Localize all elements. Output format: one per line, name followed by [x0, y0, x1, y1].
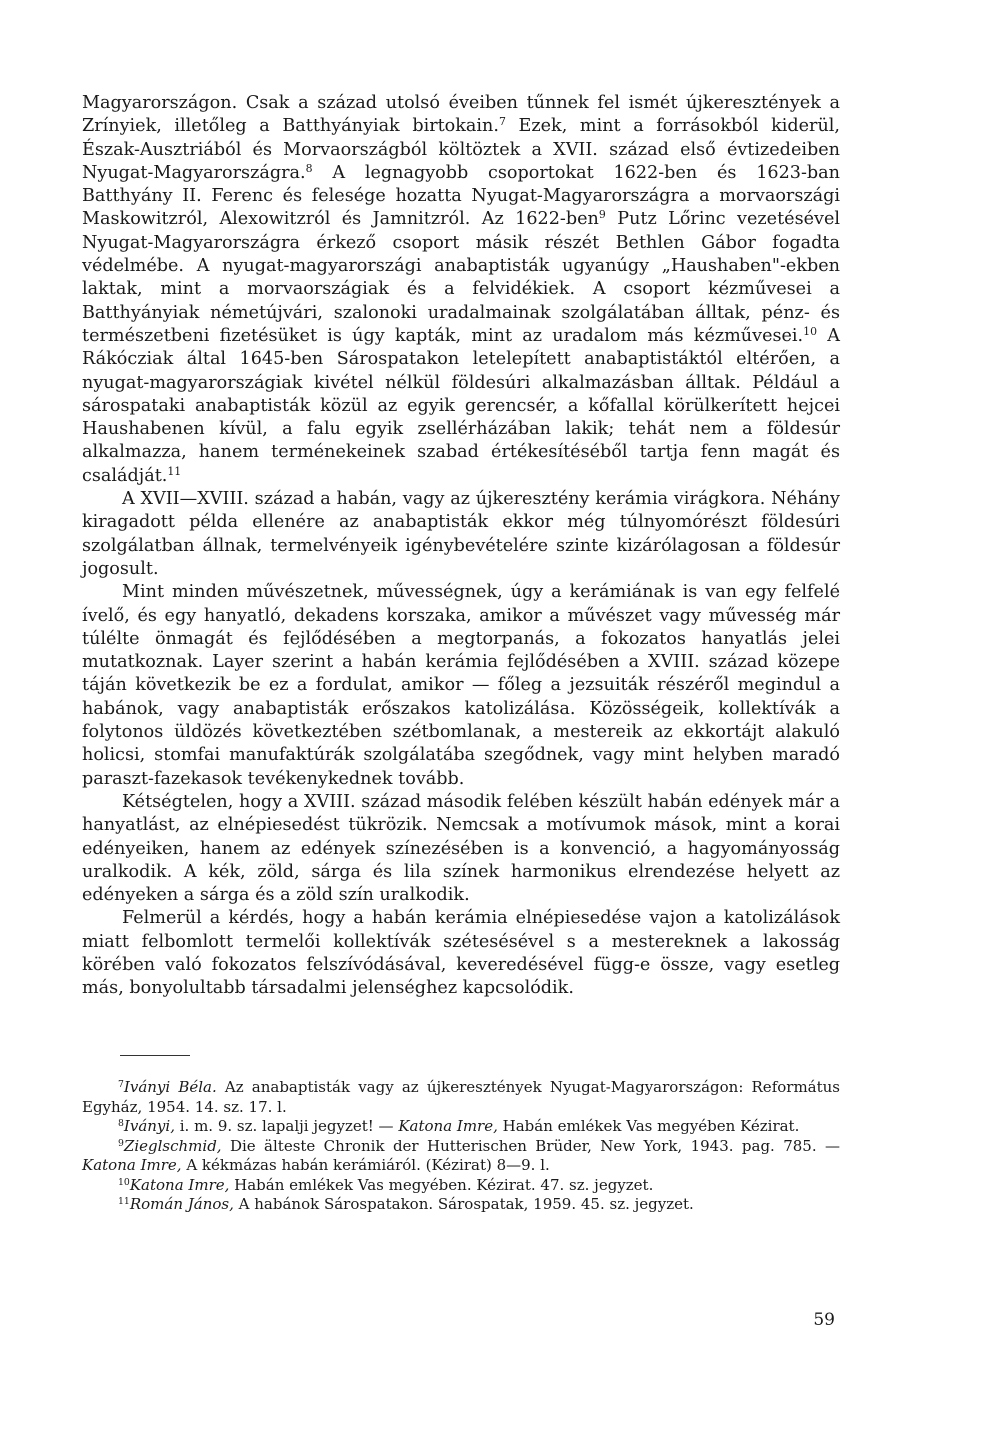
text-run: Az anabaptisták vagy az újkeresztények Nyugat-Magyarországon: Református Egyház, 1954. 14. sz. 17. l. — [82, 1078, 840, 1116]
author-name: Katona Imre, — [129, 1175, 230, 1194]
page-number: 59 — [813, 1310, 835, 1330]
footnote — [82, 1117, 840, 1137]
footnote — [82, 1137, 840, 1176]
footnote — [82, 1195, 840, 1215]
footnote-ref: 10 — [118, 1176, 130, 1188]
text-run: A XVII—XVIII. század a habán, vagy az újkeresztény kerámia virágkora. Néhány kiragadott példa ellenére az anabaptisták ekkor még túlnyomórészt földesúri szolgálatban állnak, termelvényeik igénybevételére szinte kizárólagosan a földesúr jogosult. — [82, 489, 840, 579]
text-run: A kékmázas habán kerámiáról. (Kézirat) 8—9. l. — [181, 1156, 550, 1174]
paragraph — [82, 907, 840, 1000]
author-name: Iványi Béla. — [123, 1078, 217, 1096]
paragraph — [82, 581, 840, 791]
author-name: Katona Imre, — [398, 1117, 498, 1135]
text-run: Putz Lőrinc vezetésével Nyugat-Magyarországra érkező csoport másik részét Bethlen Gábor fogadta védelmébe. A nyugat-magyarországi anabaptisták ugyanúgy „Haushaben"-ekben laktak, mint a morvaországiak és a felvidékiek. A csoport kézművesei a Batthyányiak németújvári, szalonoki uradalmainak szolgálatában álltak, pénz- és természetbeni fizetésüket is úgy kapták, mint az uradalom más kézművesei. — [82, 209, 840, 346]
author-name: Katona Imre, — [82, 1156, 182, 1174]
footnote-ref: 7 — [118, 1078, 124, 1090]
body-text — [82, 92, 840, 1001]
footnote-ref: 11 — [167, 464, 182, 478]
footnote-ref: 10 — [803, 324, 818, 338]
text-run: Mint minden művészetnek, művességnek, úgy a kerámiának is van egy felfelé ívelő, és egy hanyatló, dekadens korszaka, amikor a művészet vagy művesség már túlélte önmagát és fejlődésében a megtorpanás, a fokozatos hanyatlás jelei mutatkoznak. Layer szerint a habán kerámia fejlődésében a XVIII. század közepe táján következik be ez a fordulat, amikor — főleg a jezsuiták részéről megindul a habánok, vagy anabaptisták erőszakos katolizálása. Közösségeik, kollektívák a folytonos üldözés következtében szétbomlanak, a mestereik az ekkortájt alakuló holicsi, stomfai manufaktúrák szolgálatába szegődnek, vagy mint helyben maradó paraszt-fazekasok tevékenykednek tovább. — [82, 582, 840, 789]
footnote-ref: 9 — [598, 208, 606, 222]
footnotes — [82, 1078, 840, 1215]
text-run: Kétségtelen, hogy a XVIII. század második felében készült habán edények már a hanyatlást, az elnépiesedést tükrözik. Nemcsak a motívumok mások, mint a korai edényeiken, hanem az edények színezésében is a konvenció, a hagyományosság uralkodik. A kék, zöld, sárga és lila színek harmonikus elrendezése helyett az edényeken a sárga és a zöld szín uralkodik. — [82, 791, 840, 906]
footnote-ref: 8 — [118, 1117, 124, 1129]
text-run: A legnagyobb csoportokat 1622-ben és 1623-ban Batthyány II. Ferenc és felesége hozatta Nyugat-Magyarországra a morvaországi Maskowitzról, Alexowitzról és Jamnitzról. Az 1622-ben — [82, 162, 840, 230]
text-run: Habán emlékek Vas megyében Kézirat. — [497, 1117, 800, 1135]
footnote-ref: 11 — [118, 1195, 130, 1207]
text-run: Ezek, mint a forrásokból kiderül, Észak-Ausztriából és Morvaországból költöztek a XVII. század első évtizedeiben Nyugat-Magyarországra. — [82, 116, 840, 183]
author-name: Iványi, — [123, 1117, 175, 1135]
footnote-ref: 7 — [498, 115, 506, 129]
text-run: Magyarországon. Csak a század utolsó éveiben tűnnek fel ismét újkeresztények a Zrínyiek, illetőleg a Batthyányiak birtokain. — [82, 93, 840, 137]
text-run: A habánok Sárospatakon. Sárospatak, 1959. 45. sz. jegyzet. — [233, 1195, 694, 1213]
author-name: Zieglschmid, — [123, 1136, 222, 1155]
text-run: A Rákócziak által 1645-ben Sárospatakon letelepített anabaptistáktól eltérően, a nyugat-magyarországiak kivétel nélkül földesúri alkalmazásban álltak. Például a sárospataki anabaptisták közül az egyik gerencsér, a kőfallal körülkerített hejcei Haushabenen kívül, a falu egyik zsellérházában lakik; tehát nem a földesúr alkalmazza, hanem terménekeinek szabad értékesítéséből tartja fenn magát és családját. — [82, 325, 840, 486]
text-run: Felmerül a kérdés, hogy a habán kerámia elnépiesedése vajon a katolizálások miatt felbomlott termelői kollektívák szétesésével s a mestereknek a lakosság körében való fokozatos felszívódásával, keveredésével függ-e össze, vagy esetleg más, bonyolultabb társadalmi jelenséghez kapcsolódik. — [82, 908, 840, 999]
author-name: Román János, — [129, 1195, 234, 1213]
paragraph — [82, 92, 840, 488]
text-run: Habán emlékek Vas megyében. Kézirat. 47. sz. jegyzet. — [229, 1175, 654, 1194]
paragraph — [82, 791, 840, 907]
footnote — [82, 1176, 840, 1196]
text-run: i. m. 9. sz. lapalji jegyzet! — — [174, 1117, 399, 1135]
footnote-separator — [120, 1055, 190, 1056]
text-run: Die älteste Chronik der Hutterischen Brüder, New York, 1943. pag. 785. — — [221, 1136, 840, 1155]
paragraph — [82, 488, 840, 581]
footnote-ref: 8 — [305, 161, 313, 175]
footnote — [82, 1078, 840, 1117]
footnote-ref: 9 — [118, 1137, 124, 1149]
